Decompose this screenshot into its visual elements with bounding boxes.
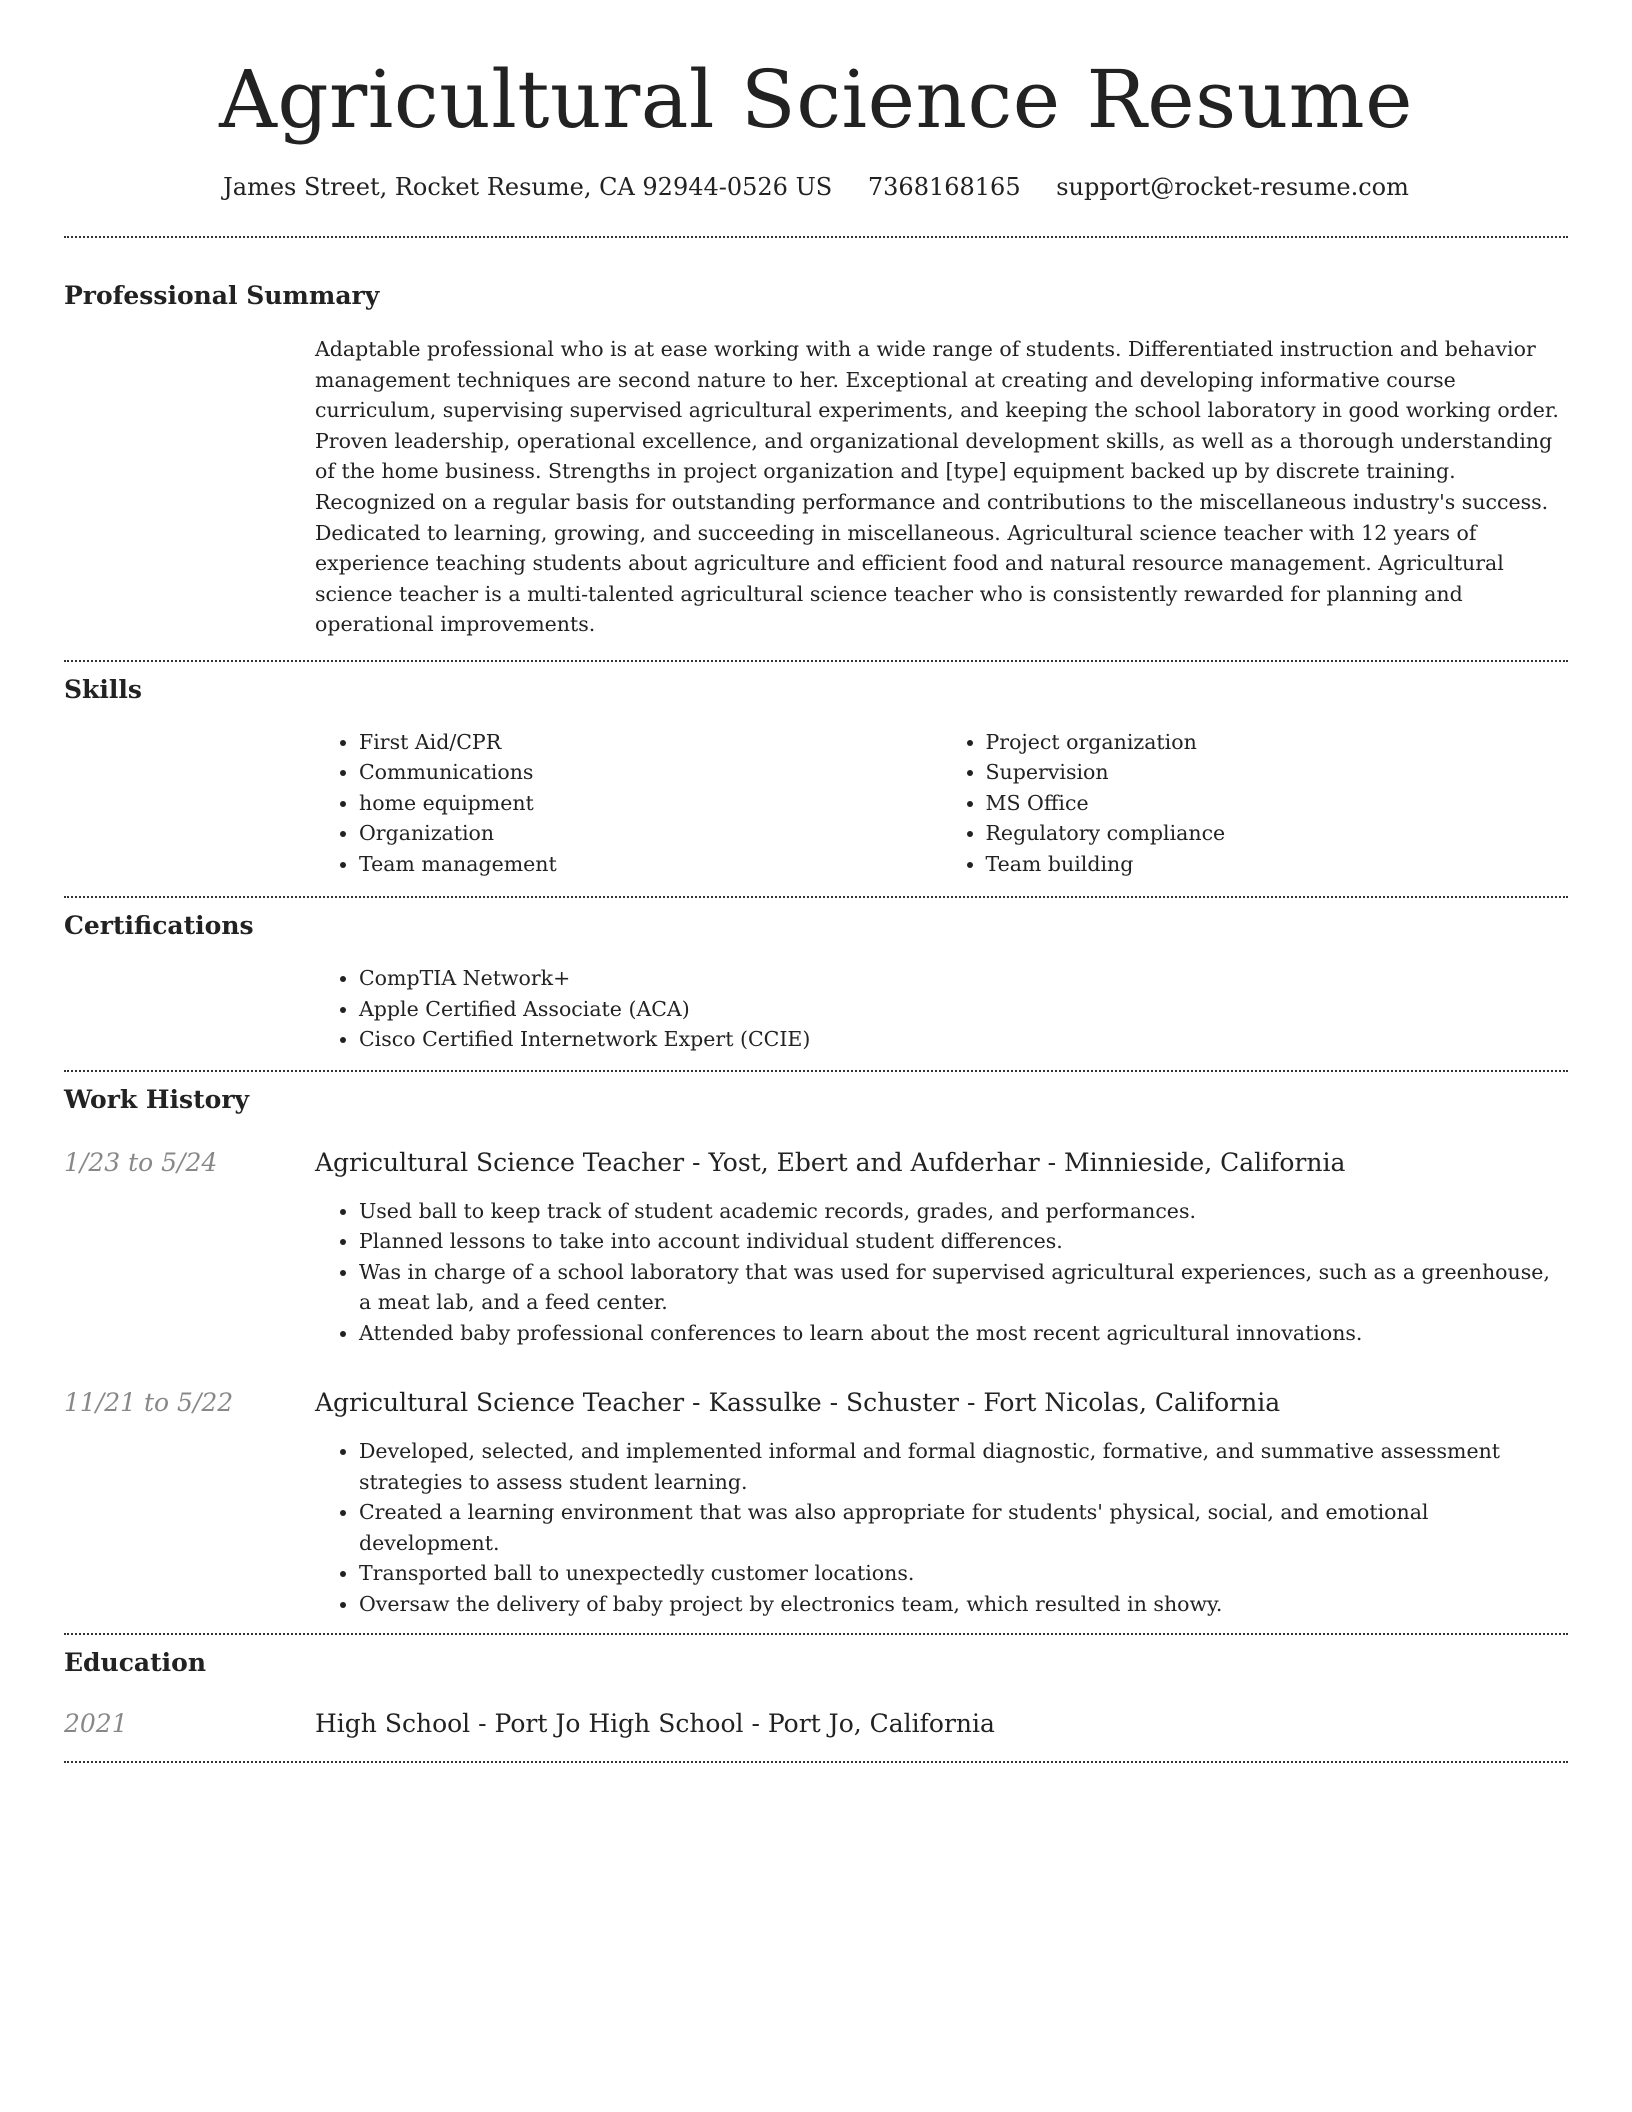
job-bullet: • Used ball to keep track of student academic records, grades, and performances. <box>359 1196 1568 1227</box>
certifications-heading: Certifications <box>64 911 254 941</box>
divider <box>64 1070 1568 1072</box>
skill-item: • Team building <box>986 849 1569 880</box>
job-bullet: • Developed, selected, and implemented informal and formal diagnostic, formative, and summative assessment strategies to assess student learning. <box>359 1436 1568 1497</box>
separator: - <box>959 1388 984 1418</box>
job-bullet: • Attended baby professional conferences to learn about the most recent agricultural innovations. <box>359 1318 1568 1349</box>
skill-item: • Team management <box>359 849 942 880</box>
education-year: 2021 <box>64 1709 128 1739</box>
skills-heading: Skills <box>64 674 142 704</box>
certifications-list <box>315 963 1568 1055</box>
certification-item: • CompTIA Network+ <box>359 963 1568 994</box>
skill-item: • Organization <box>359 818 942 849</box>
job-bullet: • Created a learning environment that was also appropriate for students' physical, social, and emotional development. <box>359 1497 1568 1558</box>
skill-item: • Project organization <box>986 727 1569 758</box>
certification-item: • Apple Certified Associate (ACA) <box>359 994 1568 1025</box>
job-location: Fort Nicolas, California <box>983 1388 1281 1418</box>
education-heading: Education <box>64 1648 207 1678</box>
divider <box>64 236 1568 238</box>
job-dates: 11/21 to 5/22 <box>64 1388 234 1418</box>
separator: - <box>743 1709 768 1739</box>
separator: - <box>684 1147 709 1177</box>
certifications-section <box>64 910 1568 1055</box>
skill-item: • Regulatory compliance <box>986 818 1569 849</box>
job-heading <box>315 1386 1280 1420</box>
divider <box>64 1633 1568 1635</box>
job-employer: Kassulke - Schuster <box>708 1388 960 1418</box>
contact-address: James Street, Rocket Resume, CA 92944-0526 US <box>223 173 833 201</box>
summary-section <box>64 280 1568 640</box>
skill-item: • Communications <box>359 757 942 788</box>
job-role: Agricultural Science Teacher <box>315 1147 685 1177</box>
contact-email: support@rocket-resume.com <box>1056 173 1409 201</box>
skills-section <box>64 674 1568 880</box>
education-degree: High School <box>315 1709 471 1739</box>
skill-item: • home equipment <box>359 788 942 819</box>
job-bullet: • Transported ball to unexpectedly customer locations. <box>359 1558 1568 1589</box>
contact-phone: 7368168165 <box>867 173 1021 201</box>
job-bullet: • Was in charge of a school laboratory that was used for supervised agricultural experiences, such as a greenhouse, a meat lab, and a feed center. <box>359 1257 1568 1318</box>
skills-list-left <box>315 727 942 880</box>
certification-item: • Cisco Certified Internetwork Expert (CCIE) <box>359 1024 1568 1055</box>
job-dates: 1/23 to 5/24 <box>64 1147 218 1177</box>
job-employer: Yost, Ebert and Aufderhar <box>708 1147 1040 1177</box>
job-bullet: • Planned lessons to take into account individual student differences. <box>359 1226 1568 1257</box>
job-entry <box>64 1146 1568 1180</box>
work-history-heading: Work History <box>64 1084 250 1114</box>
job-location: Minnieside, California <box>1064 1147 1346 1177</box>
job-bullets <box>315 1196 1568 1349</box>
job-entry <box>64 1386 1568 1420</box>
summary-heading: Professional Summary <box>64 281 380 310</box>
job-heading <box>315 1146 1345 1180</box>
resume-title: Agricultural Science Resume <box>219 53 1413 146</box>
education-school: Port Jo High School <box>494 1709 744 1739</box>
skill-item: • Supervision <box>986 757 1569 788</box>
divider <box>64 660 1568 662</box>
job-role: Agricultural Science Teacher <box>315 1388 685 1418</box>
work-history-section <box>64 1084 1568 1620</box>
divider <box>64 896 1568 898</box>
skill-item: • First Aid/CPR <box>359 727 942 758</box>
separator: - <box>470 1709 495 1739</box>
education-location: Port Jo, California <box>767 1709 995 1739</box>
education-entry <box>64 1707 1568 1741</box>
skill-item: • MS Office <box>986 788 1569 819</box>
divider <box>64 1761 1568 1763</box>
education-heading-line <box>315 1707 995 1741</box>
skills-list-right <box>942 727 1569 880</box>
summary-text: Adaptable professional who is at ease working with a wide range of students. Differentiated instruction and behavior management techniques are second nature to her. Exceptional at creating and developing informative course curriculum, supervising supervised agricultural experiments, and keeping the school laboratory in good working order. Proven leadership, operational excellence, and organizational development skills, as well as a thorough understanding of the home business. Strengths in project organization and [type] equipment backed up by discrete training. Recognized on a regular basis for outstanding performance and contributions to the miscellaneous industry's success. Dedicated to learning, growing, and succeeding in miscellaneous. Agricultural science teacher with 12 years of experience teaching students about agriculture and efficient food and natural resource management. Agricultural science teacher is a multi-talented agricultural science teacher who is consistently rewarded for planning and operational improvements. <box>315 337 1559 637</box>
separator: - <box>684 1388 709 1418</box>
separator: - <box>1039 1147 1064 1177</box>
job-bullet: • Oversaw the delivery of baby project by electronics team, which resulted in showy. <box>359 1589 1568 1620</box>
education-section <box>64 1647 1568 1741</box>
contact-line <box>64 170 1568 204</box>
job-bullets <box>315 1436 1568 1619</box>
